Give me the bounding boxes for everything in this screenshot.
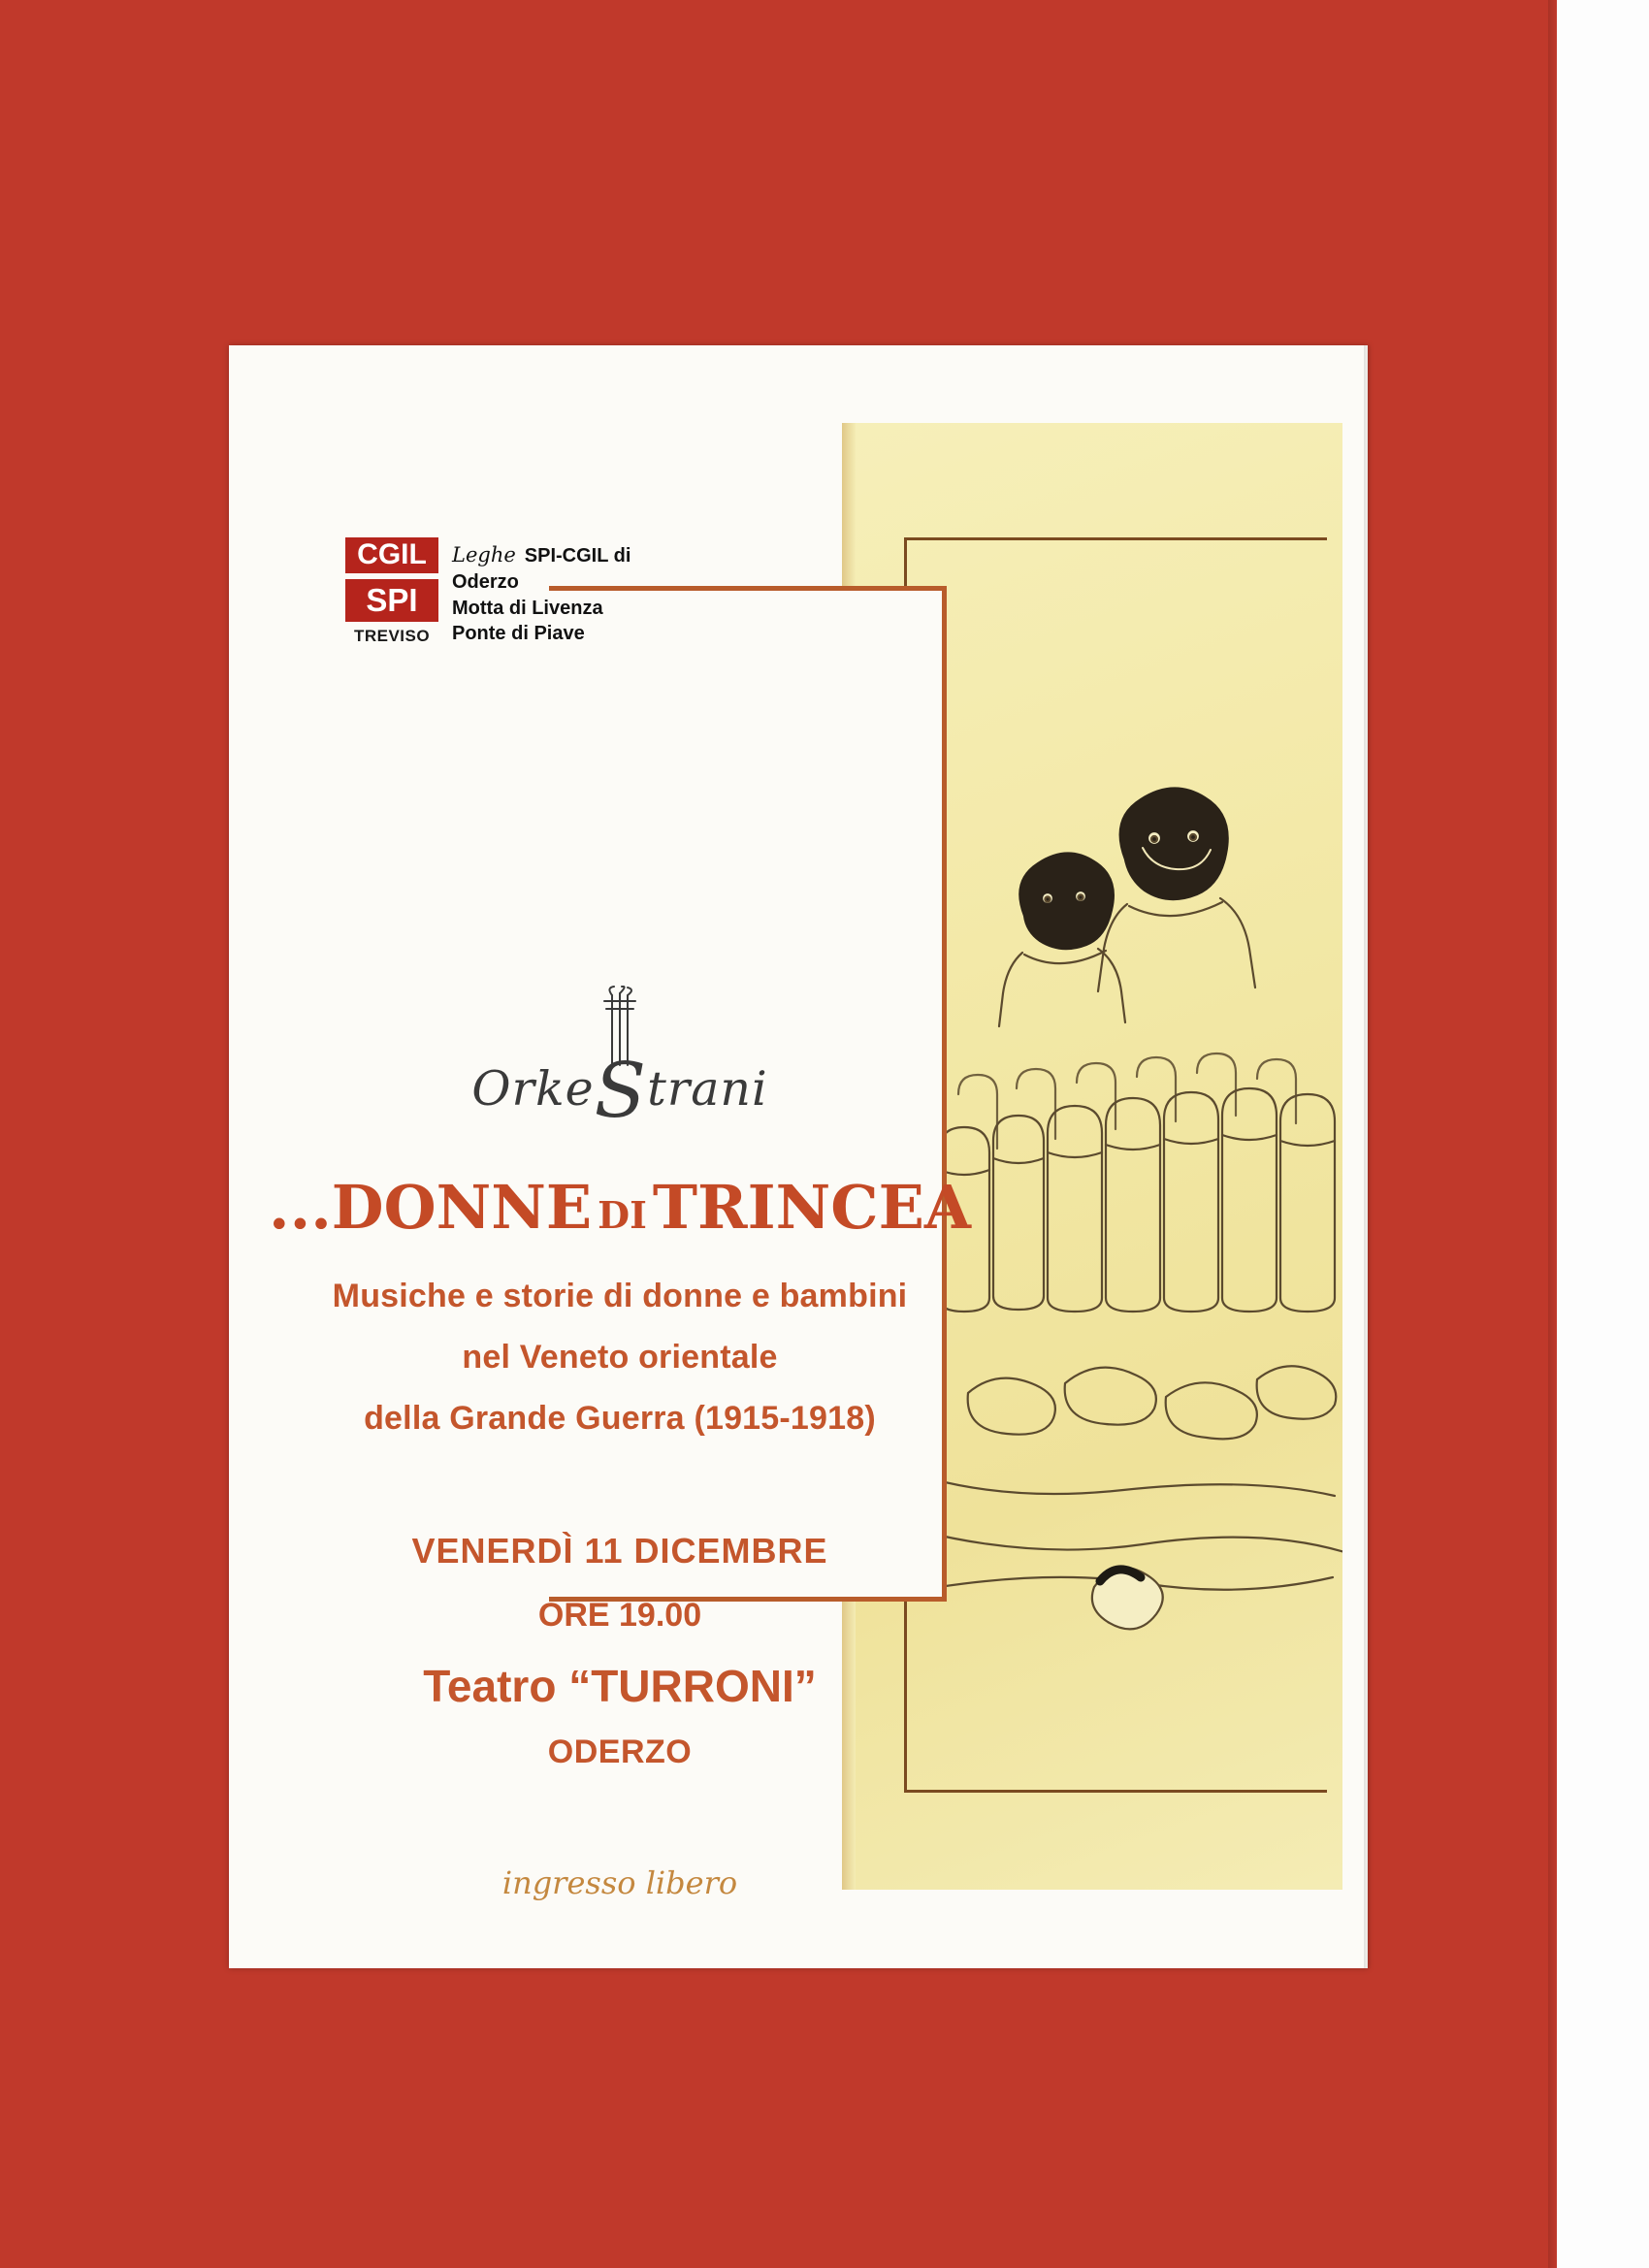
flyer-title: [229, 1172, 1011, 1243]
band-name-s: S: [594, 1048, 648, 1135]
event-time: ORE 19.00: [537, 1597, 702, 1634]
event-city: ODERZO: [547, 1733, 693, 1770]
band-name-left: Orke: [471, 1061, 595, 1117]
leghe-org: SPI-CGIL di: [524, 545, 631, 567]
title-word-donne: DONNE: [331, 1172, 593, 1243]
subtitle-line-2: nel Veneto orientale: [462, 1339, 778, 1376]
event-date: VENERDÌ 11 DICEMBRE: [411, 1531, 828, 1571]
scan-right-margin: [1557, 0, 1649, 2268]
league-city-motta: Motta di Livenza: [452, 597, 603, 619]
cgil-label: CGIL: [345, 537, 438, 573]
spi-label: SPI: [345, 579, 438, 622]
subtitle-line-3: della Grande Guerra (1915-1918): [364, 1400, 876, 1437]
band-name: [229, 1048, 1011, 1135]
title-connector: DI: [598, 1193, 647, 1237]
event-venue: Teatro “TURRONI”: [423, 1661, 817, 1711]
band-name-right: trani: [647, 1061, 768, 1117]
band-logo: [229, 1024, 1011, 1150]
title-word-trincea: TRINCEA: [652, 1172, 971, 1243]
title-leading-dots: ...: [269, 1172, 332, 1243]
flyer-main-text: [229, 345, 1011, 1901]
leghe-word: Leghe: [452, 543, 516, 567]
subtitle-line-1: Musiche e storie di donne e bambini: [332, 1278, 908, 1314]
treviso-label: TREVISO: [353, 627, 431, 645]
admission-note: ingresso libero: [501, 1864, 738, 1901]
league-city-oderzo: Oderzo: [452, 570, 519, 593]
league-city-ponte: Ponte di Piave: [452, 623, 585, 645]
flyer-torn-edge: [1364, 345, 1372, 1968]
event-flyer-sheet: [229, 345, 1368, 1968]
scan-edge-shadow: [1548, 0, 1557, 2268]
